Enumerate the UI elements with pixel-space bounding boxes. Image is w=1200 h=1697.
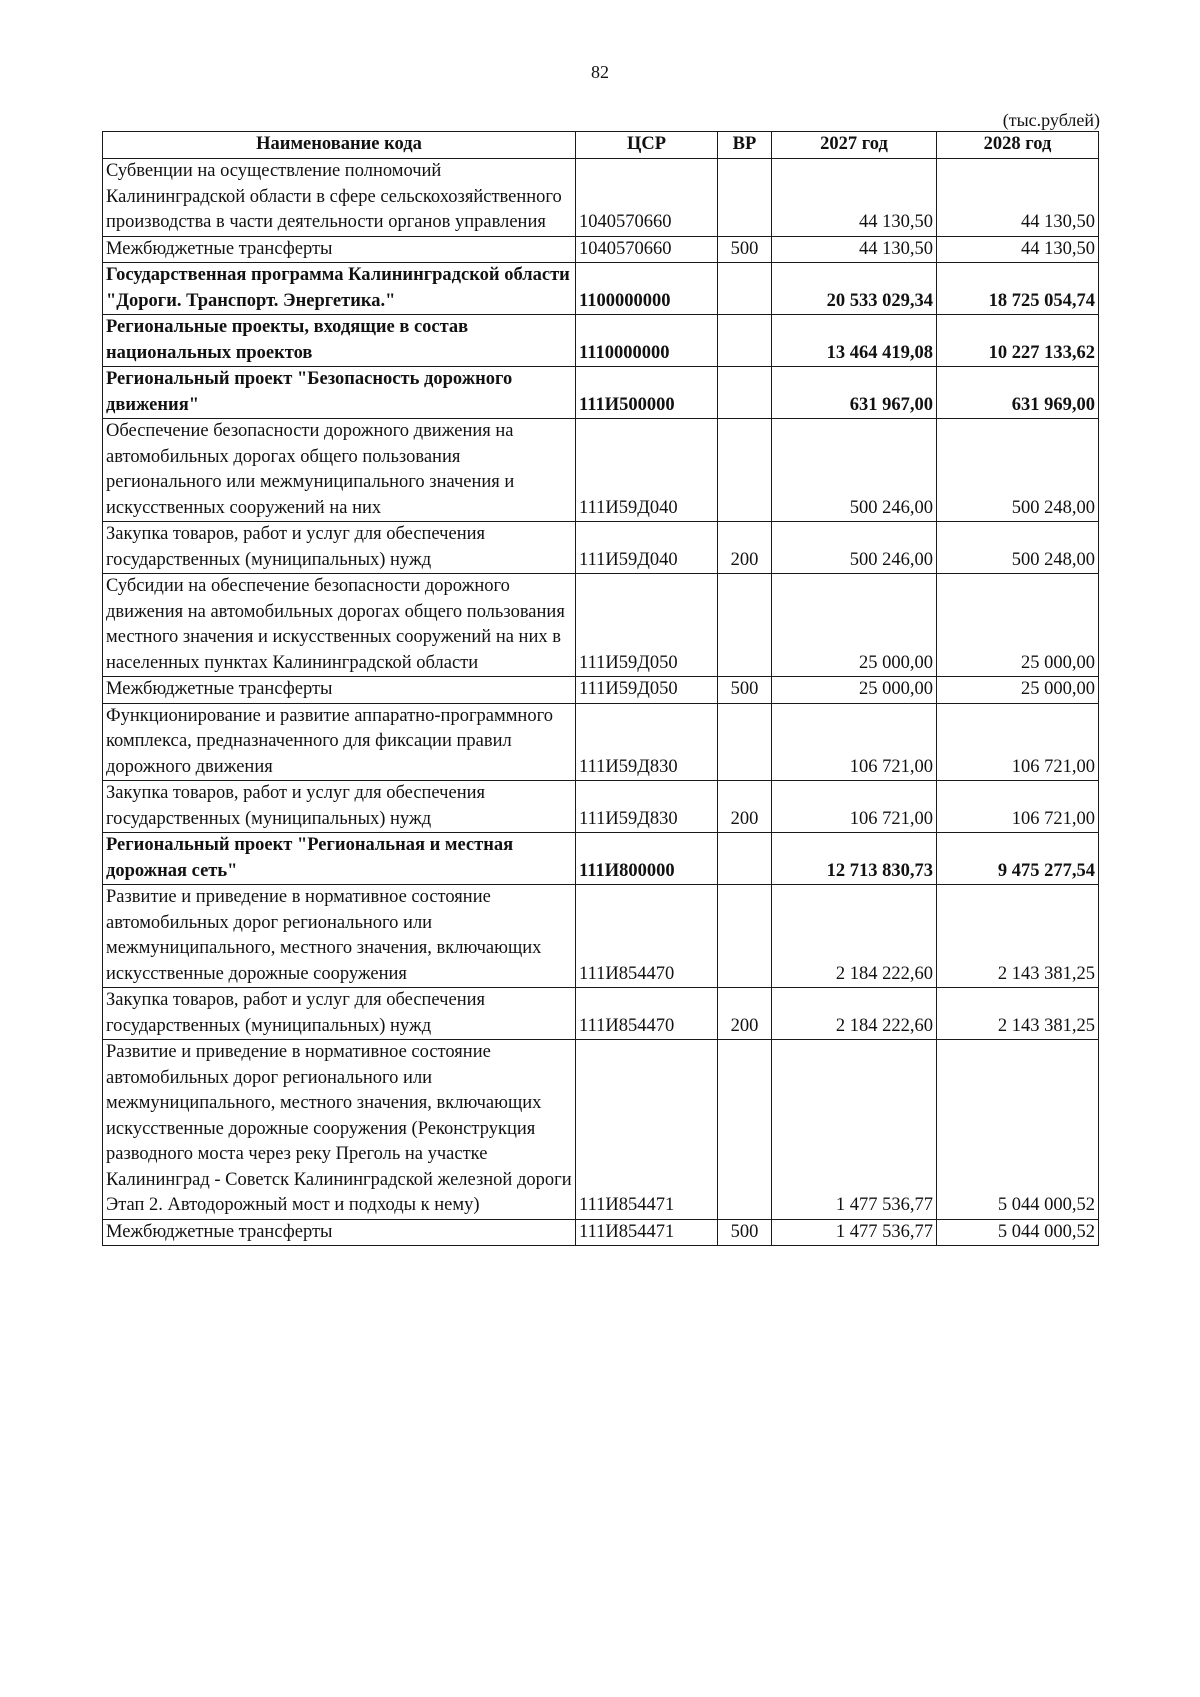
row-csr-cell: 111И854470 [576, 988, 718, 1040]
row-name-cell: Закупка товаров, работ и услуг для обеспечения государственных (муниципальных) нужд [103, 781, 576, 833]
row-vr-cell: 500 [718, 1219, 772, 1246]
row-2027-cell: 13 464 419,08 [772, 315, 937, 367]
header-csr: ЦСР [576, 132, 718, 159]
row-csr-cell: 111И59Д050 [576, 677, 718, 704]
row-vr-cell [718, 263, 772, 315]
row-vr-cell [718, 159, 772, 237]
row-csr-cell: 111И59Д050 [576, 574, 718, 677]
table-row [103, 677, 1099, 704]
table-row [103, 885, 1099, 988]
row-name-cell: Развитие и приведение в нормативное состояние автомобильных дорог регионального или межмуниципального, местного значения, включающих искусственные дорожные сооружения (Реконструкция разводного моста через реку Преголь на участке Калининград - Советск Калининградской железной дороги Этап 2. Автодорожный мост и подходы к нему) [103, 1040, 576, 1220]
table-row [103, 988, 1099, 1040]
row-csr-cell: 111И854471 [576, 1219, 718, 1246]
row-2027-cell: 12 713 830,73 [772, 833, 937, 885]
row-name-cell: Региональный проект "Безопасность дорожного движения" [103, 367, 576, 419]
row-vr-cell [718, 1040, 772, 1220]
row-csr-cell: 111И854471 [576, 1040, 718, 1220]
row-vr-cell: 500 [718, 236, 772, 263]
row-vr-cell: 200 [718, 522, 772, 574]
row-name-cell: Развитие и приведение в нормативное состояние автомобильных дорог регионального или межмуниципального, местного значения, включающих искусственные дорожные сооружения [103, 885, 576, 988]
row-name-cell: Обеспечение безопасности дорожного движения на автомобильных дорогах общего пользования регионального или межмуниципального значения и искусственных сооружений на них [103, 419, 576, 522]
row-2028-cell: 10 227 133,62 [937, 315, 1099, 367]
row-name-cell: Межбюджетные трансферты [103, 677, 576, 704]
header-2027: 2027 год [772, 132, 937, 159]
table-row [103, 236, 1099, 263]
row-vr-cell [718, 703, 772, 781]
row-2028-cell: 44 130,50 [937, 236, 1099, 263]
row-2028-cell: 44 130,50 [937, 159, 1099, 237]
row-2027-cell: 44 130,50 [772, 236, 937, 263]
row-2028-cell: 25 000,00 [937, 574, 1099, 677]
row-2028-cell: 2 143 381,25 [937, 988, 1099, 1040]
row-2028-cell: 25 000,00 [937, 677, 1099, 704]
table-row [103, 315, 1099, 367]
row-2027-cell: 2 184 222,60 [772, 988, 937, 1040]
row-vr-cell: 200 [718, 781, 772, 833]
row-csr-cell: 111И59Д040 [576, 522, 718, 574]
row-2028-cell: 5 044 000,52 [937, 1219, 1099, 1246]
table-row [103, 781, 1099, 833]
row-2028-cell: 500 248,00 [937, 419, 1099, 522]
table-row [103, 367, 1099, 419]
row-csr-cell: 1040570660 [576, 159, 718, 237]
row-vr-cell [718, 885, 772, 988]
row-csr-cell: 111И800000 [576, 833, 718, 885]
row-name-cell: Межбюджетные трансферты [103, 1219, 576, 1246]
row-2028-cell: 9 475 277,54 [937, 833, 1099, 885]
table-row [103, 522, 1099, 574]
row-2027-cell: 44 130,50 [772, 159, 937, 237]
row-2027-cell: 1 477 536,77 [772, 1219, 937, 1246]
row-csr-cell: 111И59Д830 [576, 781, 718, 833]
table-row [103, 1219, 1099, 1246]
table-row [103, 574, 1099, 677]
row-2028-cell: 106 721,00 [937, 781, 1099, 833]
table-row [103, 419, 1099, 522]
table-row [103, 1040, 1099, 1220]
header-vr: ВР [718, 132, 772, 159]
row-csr-cell: 111И500000 [576, 367, 718, 419]
row-vr-cell: 200 [718, 988, 772, 1040]
row-2027-cell: 2 184 222,60 [772, 885, 937, 988]
row-name-cell: Субвенции на осуществление полномочий Калининградской области в сфере сельскохозяйственного производства в части деятельности органов управления [103, 159, 576, 237]
row-name-cell: Субсидии на обеспечение безопасности дорожного движения на автомобильных дорогах общего пользования местного значения и искусственных сооружений на них в населенных пунктах Калининградской области [103, 574, 576, 677]
table-row [103, 263, 1099, 315]
header-2028: 2028 год [937, 132, 1099, 159]
table-body [103, 159, 1099, 1246]
row-2027-cell: 500 246,00 [772, 522, 937, 574]
table-row [103, 159, 1099, 237]
row-vr-cell [718, 419, 772, 522]
row-vr-cell [718, 315, 772, 367]
row-2027-cell: 106 721,00 [772, 703, 937, 781]
row-2027-cell: 106 721,00 [772, 781, 937, 833]
row-name-cell: Государственная программа Калининградской области "Дороги. Транспорт. Энергетика." [103, 263, 576, 315]
row-csr-cell: 1110000000 [576, 315, 718, 367]
row-name-cell: Региональные проекты, входящие в состав национальных проектов [103, 315, 576, 367]
row-2027-cell: 1 477 536,77 [772, 1040, 937, 1220]
row-csr-cell: 111И854470 [576, 885, 718, 988]
row-vr-cell [718, 833, 772, 885]
unit-label: (тыс.рублей) [1002, 110, 1100, 130]
page-number: 82 [591, 62, 609, 82]
row-2028-cell: 106 721,00 [937, 703, 1099, 781]
row-csr-cell: 1040570660 [576, 236, 718, 263]
row-2028-cell: 5 044 000,52 [937, 1040, 1099, 1220]
row-2028-cell: 500 248,00 [937, 522, 1099, 574]
table-header-row [103, 132, 1099, 159]
row-vr-cell [718, 367, 772, 419]
row-name-cell: Закупка товаров, работ и услуг для обеспечения государственных (муниципальных) нужд [103, 522, 576, 574]
table-row [103, 833, 1099, 885]
row-2027-cell: 25 000,00 [772, 677, 937, 704]
row-2028-cell: 631 969,00 [937, 367, 1099, 419]
row-csr-cell: 111И59Д040 [576, 419, 718, 522]
row-2028-cell: 18 725 054,74 [937, 263, 1099, 315]
row-2027-cell: 500 246,00 [772, 419, 937, 522]
row-2027-cell: 20 533 029,34 [772, 263, 937, 315]
row-csr-cell: 111И59Д830 [576, 703, 718, 781]
row-2028-cell: 2 143 381,25 [937, 885, 1099, 988]
row-vr-cell: 500 [718, 677, 772, 704]
row-2027-cell: 25 000,00 [772, 574, 937, 677]
header-name: Наименование кода [103, 132, 576, 159]
row-name-cell: Региональный проект "Региональная и местная дорожная сеть" [103, 833, 576, 885]
budget-table [102, 131, 1099, 1246]
table-row [103, 703, 1099, 781]
row-name-cell: Закупка товаров, работ и услуг для обеспечения государственных (муниципальных) нужд [103, 988, 576, 1040]
row-vr-cell [718, 574, 772, 677]
row-name-cell: Функционирование и развитие аппаратно-программного комплекса, предназначенного для фиксации правил дорожного движения [103, 703, 576, 781]
row-2027-cell: 631 967,00 [772, 367, 937, 419]
row-name-cell: Межбюджетные трансферты [103, 236, 576, 263]
row-csr-cell: 1100000000 [576, 263, 718, 315]
